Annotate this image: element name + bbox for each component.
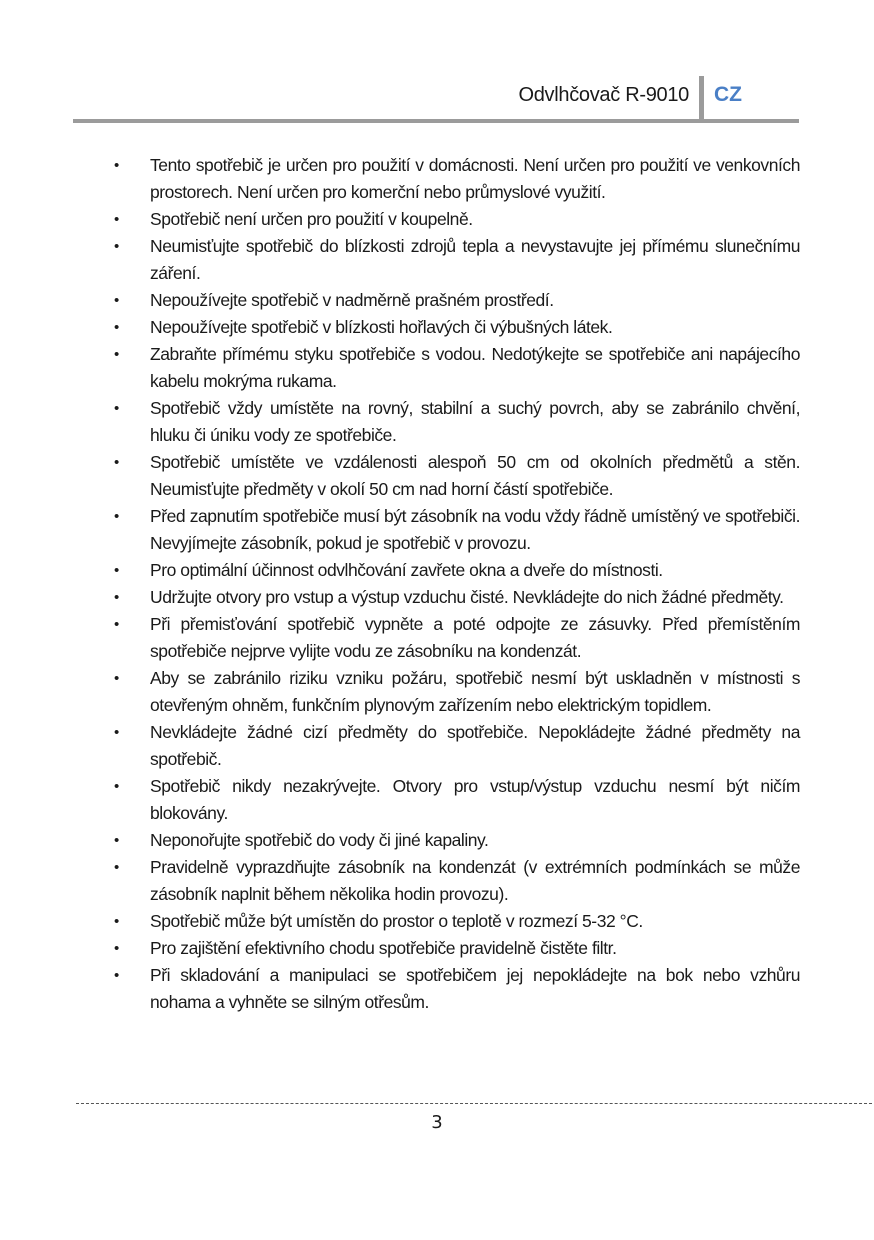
list-item: [106, 908, 800, 935]
page-number: 3: [431, 1112, 443, 1133]
list-item-text: Neponořujte spotřebič do vody či jiné kapaliny.: [150, 830, 489, 850]
header-rule: [73, 119, 799, 123]
bullet-icon: •: [114, 778, 119, 795]
list-item-text: Tento spotřebič je určen pro použití v domácnosti. Není určen pro použití ve venkovních prostorech. Není určen pro komerční nebo průmyslové využití.: [150, 155, 800, 202]
list-item: [106, 152, 800, 206]
list-item: [106, 206, 800, 233]
list-item-text: Spotřebič umístěte ve vzdálenosti alespoň 50 cm od okolních předmětů a stěn. Neumisťujte předměty v okolí 50 cm nad horní částí spotřebiče.: [150, 452, 800, 499]
list-item-text: Nepoužívejte spotřebič v blízkosti hořlavých či výbušných látek.: [150, 317, 613, 337]
list-item: [106, 665, 800, 719]
bullet-icon: •: [114, 616, 119, 633]
list-item-text: Spotřebič vždy umístěte na rovný, stabilní a suchý povrch, aby se zabránilo chvění, hluku či úniku vody ze spotřebiče.: [150, 398, 800, 445]
list-item: [106, 611, 800, 665]
list-item-text: Nepoužívejte spotřebič v nadměrně prašném prostředí.: [150, 290, 554, 310]
list-item-text: Nevkládejte žádné cizí předměty do spotřebiče. Nepokládejte žádné předměty na spotřebič.: [150, 722, 800, 769]
footer-rule: [76, 1103, 872, 1104]
list-item-text: Spotřebič není určen pro použití v koupelně.: [150, 209, 473, 229]
list-item: [106, 854, 800, 908]
bullet-icon: •: [114, 346, 119, 363]
bullet-icon: •: [114, 940, 119, 957]
list-item: [106, 233, 800, 287]
bullet-icon: •: [114, 157, 119, 174]
header-separator: [699, 76, 704, 120]
bullet-icon: •: [114, 238, 119, 255]
list-item: [106, 341, 800, 395]
bullet-icon: •: [114, 859, 119, 876]
safety-instructions-list: [106, 152, 800, 1016]
bullet-icon: •: [114, 724, 119, 741]
list-item: [106, 314, 800, 341]
bullet-icon: •: [114, 211, 119, 228]
list-item: [106, 935, 800, 962]
bullet-icon: •: [114, 967, 119, 984]
list-item-text: Spotřebič nikdy nezakrývejte. Otvory pro vstup/výstup vzduchu nesmí být ničím blokovány.: [150, 776, 800, 823]
bullet-icon: •: [114, 319, 119, 336]
list-item-text: Pro optimální účinnost odvlhčování zavřete okna a dveře do místnosti.: [150, 560, 663, 580]
list-item: [106, 287, 800, 314]
list-item: [106, 395, 800, 449]
list-item-text: Pravidelně vyprazdňujte zásobník na kondenzát (v extrémních podmínkách se může zásobník naplnit během několika hodin provozu).: [150, 857, 800, 904]
list-item: [106, 503, 800, 557]
bullet-icon: •: [114, 562, 119, 579]
bullet-icon: •: [114, 400, 119, 417]
list-item-text: Při přemisťování spotřebič vypněte a poté odpojte ze zásuvky. Před přemístěním spotřebiče nejprve vylijte vodu ze zásobníku na kondenzát.: [150, 614, 800, 661]
list-item-text: Před zapnutím spotřebiče musí být zásobník na vodu vždy řádně umístěný ve spotřebiči. Nevyjímejte zásobník, pokud je spotřebič v provozu.: [150, 506, 800, 553]
list-item-text: Aby se zabránilo riziku vzniku požáru, spotřebič nesmí být uskladněn v místnosti s otevřeným ohněm, funkčním plynovým zařízením nebo elektrickým topidlem.: [150, 668, 800, 715]
list-item: [106, 962, 800, 1016]
list-item: [106, 827, 800, 854]
bullet-icon: •: [114, 670, 119, 687]
bullet-icon: •: [114, 832, 119, 849]
list-item-text: Zabraňte přímému styku spotřebiče s vodou. Nedotýkejte se spotřebiče ani napájecího kabelu mokrýma rukama.: [150, 344, 800, 391]
page-header: [0, 0, 874, 124]
document-title: Odvlhčovač R-9010: [518, 84, 689, 106]
bullet-icon: •: [114, 508, 119, 525]
list-item-text: Udržujte otvory pro vstup a výstup vzduchu čisté. Nevkládejte do nich žádné předměty.: [150, 587, 784, 607]
list-item: [106, 719, 800, 773]
list-item-text: Spotřebič může být umístěn do prostor o teplotě v rozmezí 5-32 °C.: [150, 911, 643, 931]
list-item: [106, 557, 800, 584]
bullet-icon: •: [114, 292, 119, 309]
list-item-text: Neumisťujte spotřebič do blízkosti zdrojů tepla a nevystavujte jej přímému slunečnímu záření.: [150, 236, 800, 283]
list-item: [106, 449, 800, 503]
bullet-icon: •: [114, 454, 119, 471]
list-item: [106, 773, 800, 827]
language-code: CZ: [714, 83, 742, 106]
list-item-text: Pro zajištění efektivního chodu spotřebiče pravidelně čistěte filtr.: [150, 938, 617, 958]
bullet-icon: •: [114, 589, 119, 606]
list-item: [106, 584, 800, 611]
list-item-text: Při skladování a manipulaci se spotřebičem jej nepokládejte na bok nebo vzhůru nohama a vyhněte se silným otřesům.: [150, 965, 800, 1012]
bullet-icon: •: [114, 913, 119, 930]
